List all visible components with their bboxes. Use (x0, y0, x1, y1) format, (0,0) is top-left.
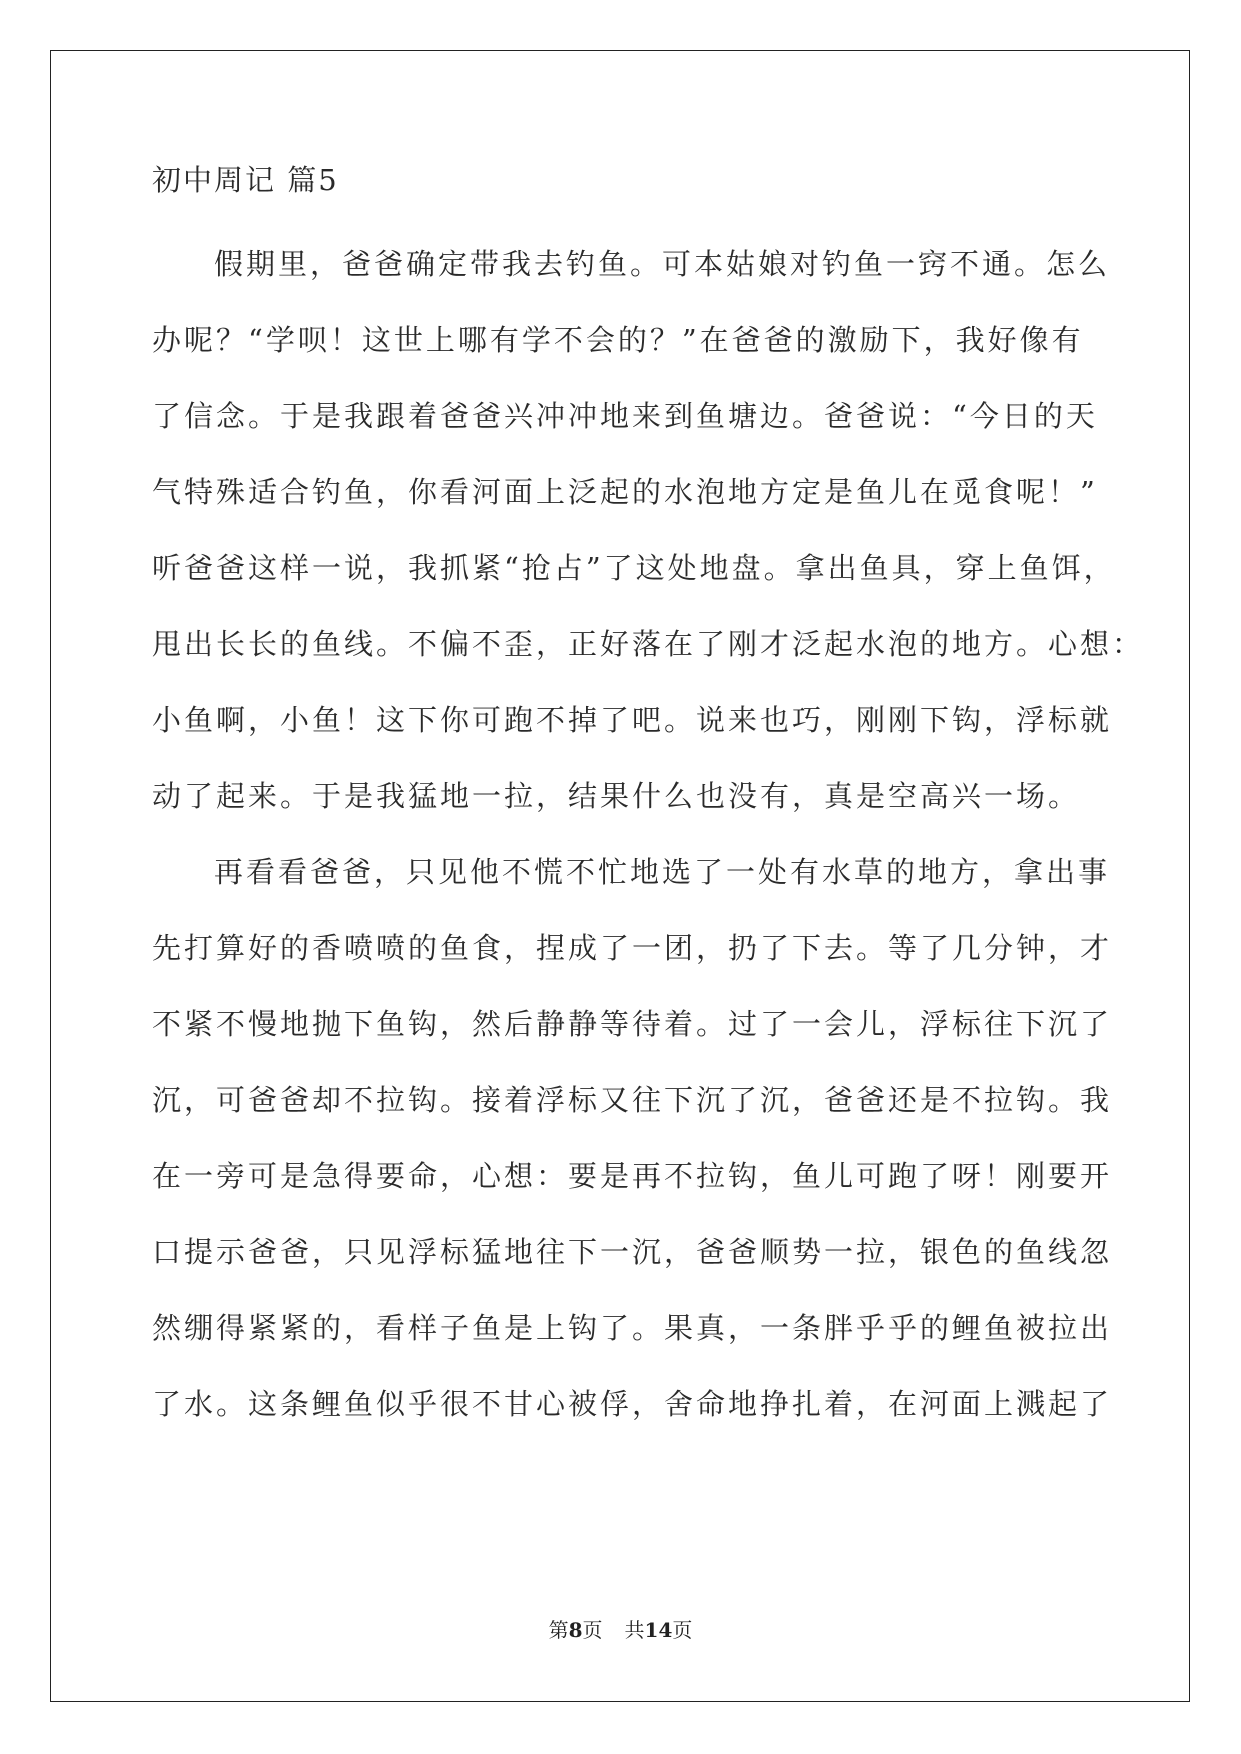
paragraph-line: 假期里，爸爸确定带我去钓鱼。可本姑娘对钓鱼一窍不通。怎么 (214, 247, 1111, 281)
page-footer (0, 1614, 1241, 1643)
page-number: 8 (568, 1618, 583, 1642)
paragraph-line: 沉，可爸爸却不拉钩。接着浮标又往下沉了沉，爸爸还是不拉钩。我 (152, 1083, 1113, 1117)
paragraph-line: 动了起来。于是我猛地一拉，结果什么也没有，真是空高兴一场。 (152, 779, 1081, 813)
paragraph-1 (152, 226, 1145, 834)
paragraph-line: 先打算好的香喷喷的鱼食，捏成了一团，扔了下去。等了几分钟，才 (152, 931, 1113, 965)
total-suffix: 页 (672, 1618, 693, 1642)
paragraph-line: 了信念。于是我跟着爸爸兴冲冲地来到鱼塘边。爸爸说：“今日的天 (152, 399, 1098, 433)
paragraph-line: 不紧不慢地抛下鱼钩，然后静静等待着。过了一会儿，浮标往下沉了 (152, 1007, 1113, 1041)
document-body (152, 160, 1145, 1442)
page-prefix: 第 (548, 1618, 569, 1642)
paragraph-line: 然绷得紧紧的，看样子鱼是上钩了。果真，一条胖乎乎的鲤鱼被拉出 (152, 1311, 1113, 1345)
paragraph-line: 听爸爸这样一说，我抓紧“抢占”了这处地盘。拿出鱼具，穿上鱼饵， (152, 551, 1116, 585)
paragraph-line: 办呢？“学呗！这世上哪有学不会的？”在爸爸的激励下，我好像有 (152, 323, 1084, 357)
paragraph-line: 小鱼啊，小鱼！这下你可跑不掉了吧。说来也巧，刚刚下钩，浮标就 (152, 703, 1113, 737)
paragraph-2 (152, 834, 1113, 1442)
paragraph-line: 再看看爸爸，只见他不慌不忙地选了一处有水草的地方，拿出事 (214, 855, 1111, 889)
page-suffix: 页 (582, 1618, 603, 1642)
document-title: 初中周记 篇5 (152, 163, 339, 197)
total-prefix: 共 (624, 1618, 645, 1642)
paragraph-line: 口提示爸爸，只见浮标猛地往下一沉，爸爸顺势一拉，银色的鱼线忽 (152, 1235, 1113, 1269)
paragraph-line: 在一旁可是急得要命，心想：要是再不拉钩，鱼儿可跑了呀！刚要开 (152, 1159, 1113, 1193)
total-pages: 14 (644, 1618, 673, 1642)
paragraph-line: 气特殊适合钓鱼，你看河面上泛起的水泡地方定是鱼儿在觅食呢！” (152, 475, 1098, 509)
paragraph-line: 了水。这条鲤鱼似乎很不甘心被俘，舍命地挣扎着，在河面上溅起了 (152, 1387, 1113, 1421)
paragraph-line: 甩出长长的鱼线。不偏不歪，正好落在了刚才泛起水泡的地方。心想： (152, 627, 1145, 661)
